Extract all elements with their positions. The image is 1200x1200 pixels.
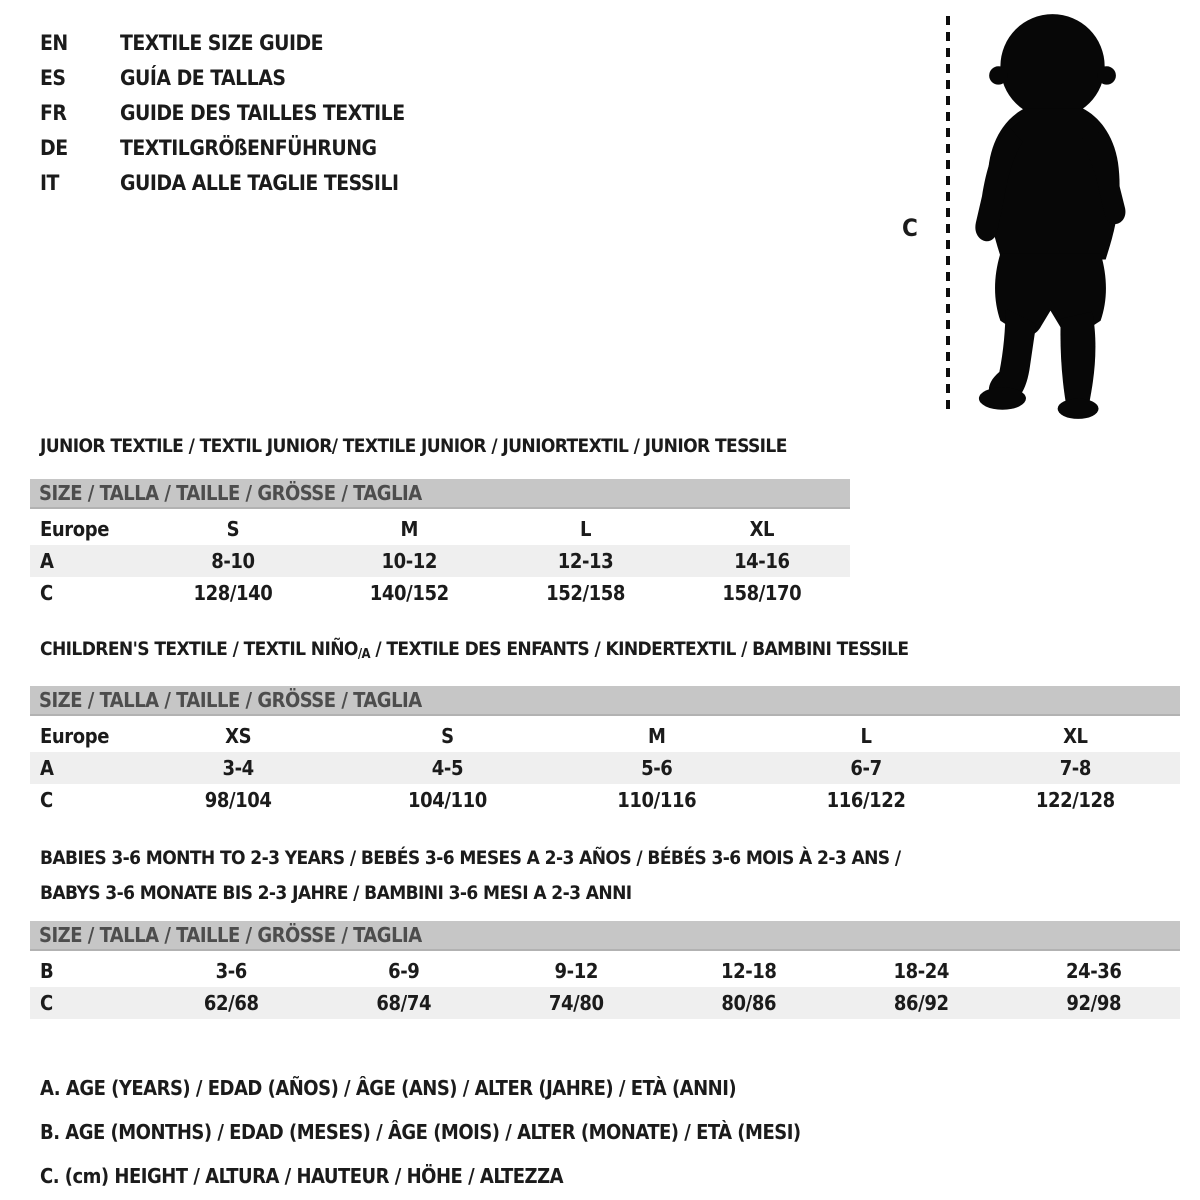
size-header-bar: SIZE / TALLA / TAILLE / GRÖSSE / TAGLIA <box>30 686 1180 716</box>
language-row <box>40 166 405 201</box>
babies-title-line1: BABIES 3-6 MONTH TO 2-3 YEARS / BEBÉS 3-6 MESES A 2-3 AÑOS / BÉBÉS 3-6 MOIS À 2-3 ANS / <box>40 847 901 869</box>
size-cell: 4-5 <box>431 756 464 780</box>
size-header-bar: SIZE / TALLA / TAILLE / GRÖSSE / TAGLIA <box>30 921 1180 951</box>
size-cell: L <box>580 517 592 541</box>
measure-legend <box>40 1066 801 1198</box>
size-cell: 3-4 <box>222 756 254 780</box>
size-cell: XL <box>1063 724 1088 748</box>
size-cell: 104/110 <box>408 788 487 812</box>
size-cell: 6-9 <box>388 959 420 983</box>
legend-line-b: B. AGE (MONTHS) / EDAD (MESES) / ÂGE (MOIS) / ALTER (MONATE) / ETÀ (MESI) <box>40 1120 801 1144</box>
size-cell: 12-18 <box>720 959 777 983</box>
size-cell: 18-24 <box>893 959 950 983</box>
language-code: FR <box>40 101 67 125</box>
row-label-cell: B <box>40 959 54 983</box>
size-cell: 74/80 <box>548 991 604 1015</box>
babies-title-line2: BABYS 3-6 MONATE BIS 2-3 JAHRE / BAMBINI 3-6 MESI A 2-3 ANNI <box>40 882 632 904</box>
size-cell: 9-12 <box>554 959 598 983</box>
size-cell: 68/74 <box>376 991 432 1015</box>
size-cell: 122/128 <box>1035 788 1115 812</box>
size-cell: 7-8 <box>1059 756 1091 780</box>
toddler-silhouette-icon <box>958 8 1144 422</box>
language-code: ES <box>40 66 66 90</box>
row-label-cell: A <box>40 756 54 780</box>
language-code: EN <box>40 31 68 55</box>
size-cell: S <box>226 517 240 541</box>
language-row <box>40 61 405 96</box>
size-cell: 62/68 <box>203 991 259 1015</box>
size-cell: 98/104 <box>204 788 272 812</box>
legend-line-c: C. (cm) HEIGHT / ALTURA / HAUTEUR / HÖHE / ALTEZZA <box>40 1164 564 1188</box>
language-title: GUIDA ALLE TAGLIE TESSILI <box>120 171 399 195</box>
table-row <box>30 545 850 577</box>
language-row <box>40 96 405 131</box>
size-cell: 140/152 <box>369 581 449 605</box>
babies-section-title <box>40 841 901 911</box>
figure-height-label: C <box>902 214 918 242</box>
language-code: IT <box>40 171 59 195</box>
children-size-table <box>30 686 1180 816</box>
size-cell: 110/116 <box>617 788 697 812</box>
size-cell: 6-7 <box>850 756 882 780</box>
table-row <box>30 513 850 545</box>
height-dashed-line <box>946 16 950 416</box>
row-label-cell: C <box>40 788 53 812</box>
language-title: TEXTILGRÖßENFÜHRUNG <box>120 136 377 160</box>
language-header <box>40 26 405 201</box>
legend-line-a: A. AGE (YEARS) / EDAD (AÑOS) / ÂGE (ANS) / ALTER (JAHRE) / ETÀ (ANNI) <box>40 1076 737 1100</box>
row-label-cell: C <box>40 581 53 605</box>
size-cell: S <box>441 724 454 748</box>
size-cell: M <box>647 724 666 748</box>
size-cell: 24-36 <box>1065 959 1122 983</box>
size-cell: 5-6 <box>641 756 673 780</box>
children-title-rest: / TEXTILE DES ENFANTS / KINDERTEXTIL / BAMBINI TESSILE <box>369 638 909 660</box>
junior-section-title: JUNIOR TEXTILE / TEXTIL JUNIOR/ TEXTILE JUNIOR / JUNIORTEXTIL / JUNIOR TESSILE <box>40 435 787 457</box>
row-label-cell: Europe <box>40 724 110 748</box>
size-cell: 14-16 <box>734 549 790 573</box>
table-row <box>30 784 1180 816</box>
language-row <box>40 131 405 166</box>
size-cell: 80/86 <box>721 991 777 1015</box>
row-label-cell: Europe <box>40 517 110 541</box>
size-cell: M <box>400 517 418 541</box>
junior-size-table <box>30 479 850 609</box>
size-cell: XL <box>749 517 775 541</box>
size-cell: 86/92 <box>893 991 949 1015</box>
children-title-main: CHILDREN'S TEXTILE / TEXTIL NIÑO <box>40 638 358 660</box>
table-row <box>30 987 1180 1019</box>
size-cell: 116/122 <box>826 788 906 812</box>
language-code: DE <box>40 136 68 160</box>
size-cell: XS <box>225 724 252 748</box>
language-title: GUÍA DE TALLAS <box>120 66 286 90</box>
babies-size-table <box>30 921 1180 1019</box>
size-cell: 152/158 <box>546 581 625 605</box>
size-cell: L <box>860 724 872 748</box>
size-header-bar: SIZE / TALLA / TAILLE / GRÖSSE / TAGLIA <box>30 479 850 509</box>
size-cell: 128/140 <box>193 581 273 605</box>
size-cell: 10-12 <box>381 549 438 573</box>
size-cell: 92/98 <box>1066 991 1122 1015</box>
row-label-cell: C <box>40 991 53 1015</box>
size-cell: 158/170 <box>722 581 802 605</box>
row-label-cell: A <box>40 549 54 573</box>
size-cell: 8-10 <box>211 549 255 573</box>
children-section-title <box>40 638 908 662</box>
size-cell: 12-13 <box>557 549 614 573</box>
table-row <box>30 720 1180 752</box>
table-row <box>30 955 1180 987</box>
language-title: TEXTILE SIZE GUIDE <box>120 31 324 55</box>
language-title: GUIDE DES TAILLES TEXTILE <box>120 101 405 125</box>
language-row <box>40 26 405 61</box>
children-title-sub: /A <box>357 647 370 662</box>
table-row <box>30 752 1180 784</box>
table-row <box>30 577 850 609</box>
size-cell: 3-6 <box>215 959 247 983</box>
